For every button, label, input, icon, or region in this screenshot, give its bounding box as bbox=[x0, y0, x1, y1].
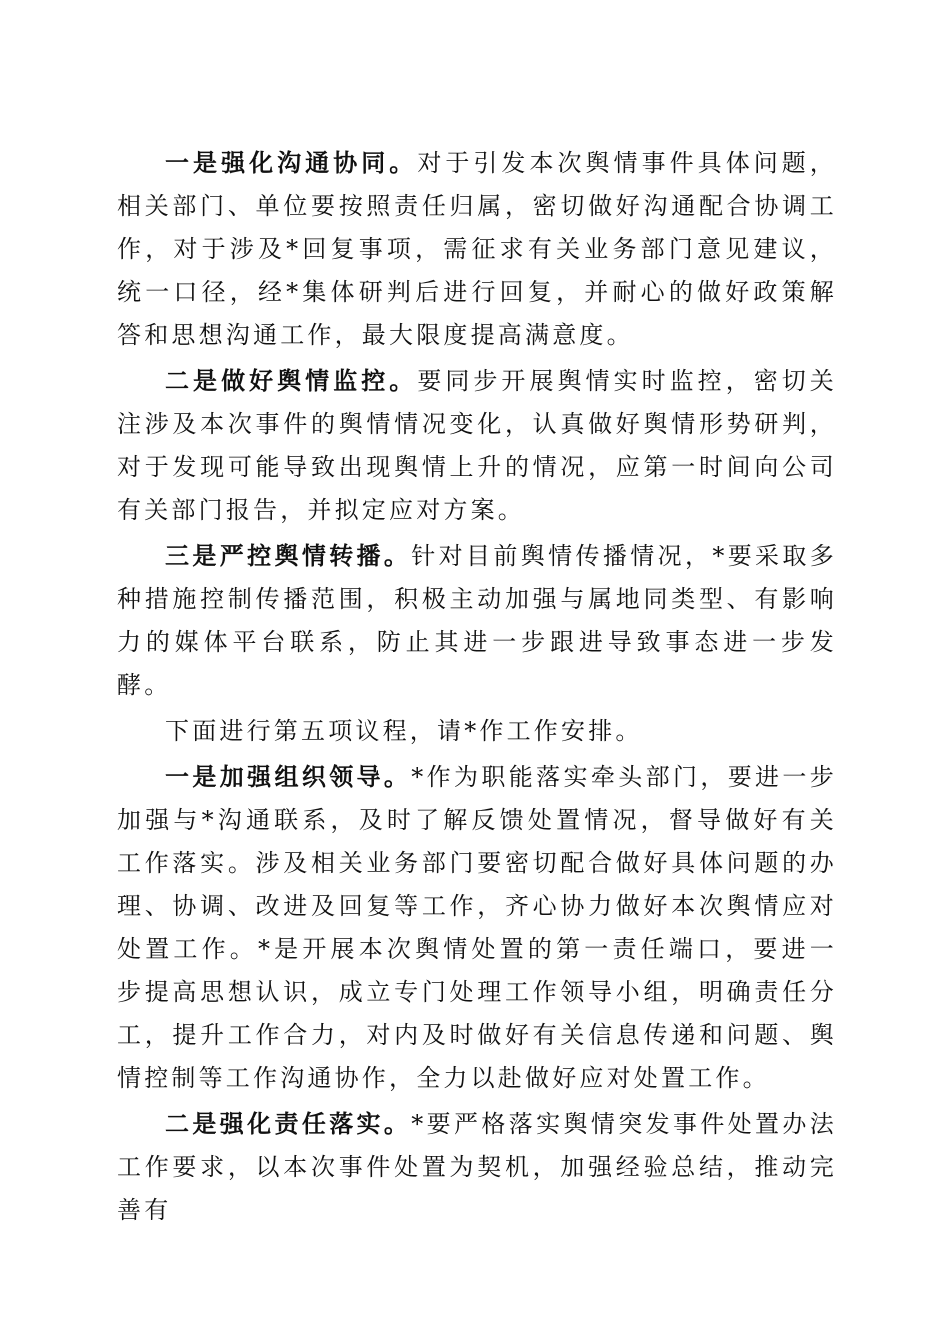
document-body bbox=[117, 141, 837, 1234]
paragraph-text: 要同步开展舆情实时监控，密切关注涉及本次事件的舆情情况变化，认真做好舆情形势研判，对于发现可能导致出现舆情上升的情况，应第一时间向公司有关部门报告，并拟定应对方案。 bbox=[117, 367, 837, 524]
paragraph-text: 下面进行第五项议程，请*作工作安排。 bbox=[165, 717, 643, 745]
paragraph-leadership bbox=[117, 755, 837, 1100]
paragraph-control-spread bbox=[117, 534, 837, 707]
paragraph-heading: 二是强化责任落实。 bbox=[165, 1109, 412, 1138]
paragraph-responsibility bbox=[117, 1102, 837, 1232]
paragraph-text: 针对目前舆情传播情况，*要采取多种措施控制传播范围，积极主动加强与属地同类型、有影响力的媒体平台联系，防止其进一步跟进导致事态进一步发酵。 bbox=[117, 542, 837, 699]
paragraph-communication bbox=[117, 141, 837, 357]
paragraph-heading: 三是严控舆情转播。 bbox=[165, 541, 412, 570]
paragraph-heading: 二是做好舆情监控。 bbox=[165, 366, 418, 395]
paragraph-text: 对于引发本次舆情事件具体问题，相关部门、单位要按照责任归属，密切做好沟通配合协调工作，对于涉及*回复事项，需征求有关业务部门意见建议，统一口径，经*集体研判后进行回复，并耐心的做好政策解答和思想沟通工作，最大限度提高满意度。 bbox=[117, 149, 837, 349]
paragraph-text: *要严格落实舆情突发事件处置办法工作要求，以本次事件处置为契机，加强经验总结，推动完善有 bbox=[117, 1110, 837, 1224]
paragraph-heading: 一是加强组织领导。 bbox=[165, 762, 412, 791]
paragraph-agenda bbox=[117, 709, 837, 753]
paragraph-heading: 一是强化沟通协同。 bbox=[165, 148, 418, 177]
paragraph-monitoring bbox=[117, 359, 837, 532]
paragraph-text: *作为职能落实牵头部门，要进一步加强与*沟通联系，及时了解反馈处置情况，督导做好有关工作落实。涉及相关业务部门要密切配合做好具体问题的办理、协调、改进及回复等工作，齐心协力做好本次舆情应对处置工作。*是开展本次舆情处置的第一责任端口，要进一步提高思想认识，成立专门处理工作领导小组，明确责任分工，提升工作合力，对内及时做好有关信息传递和问题、舆情控制等工作沟通协作，全力以赴做好应对处置工作。 bbox=[117, 763, 837, 1092]
